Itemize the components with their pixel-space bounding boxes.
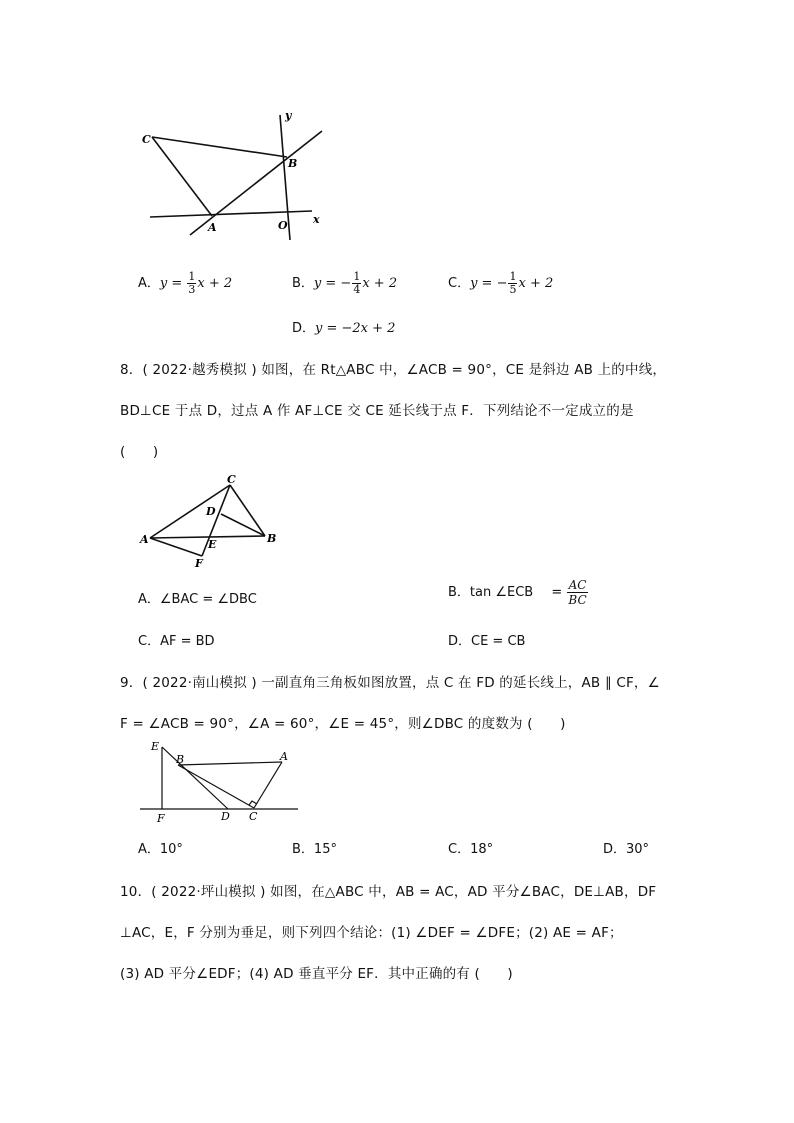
q8-line-2: BD⊥CE 于点 D，过点 A 作 AF⊥CE 交 CE 延长线于点 F．下列结论不一定成立的是 (120, 403, 634, 419)
fig7-label-A: A (208, 221, 217, 234)
fig9-label-B: B (176, 753, 185, 766)
segment-CA (152, 137, 212, 216)
segment-AC (254, 762, 282, 808)
q7-option-c: C．y = − $\frac{1}{5}$ x + 2 (448, 270, 554, 296)
q10-line-2: ⊥AC，E，F 分别为垂足，则下列四个结论：(1) ∠DEF = ∠DFE；(2) AE = AF； (120, 925, 623, 941)
fig7-label-B: B (288, 157, 298, 170)
fraction: $\frac{AC}{BC}$ (568, 578, 587, 607)
fig8-label-C: C (227, 473, 236, 486)
q9-option-d: D．30° (603, 842, 650, 857)
q9-option-c: C．18° (448, 842, 494, 857)
line-AB (190, 131, 322, 235)
fig8-label-D: D (206, 505, 216, 518)
q9-option-b: B．15° (292, 842, 337, 857)
q8-option-b: B．tan ∠ECB = $\frac{AC}{BC}$ (448, 578, 587, 607)
q7-option-a: A．y = $\frac{1}{3}$ x + 2 (138, 270, 233, 296)
q8-line-3: ( ) (120, 444, 159, 460)
fraction: $\frac{1}{4}$ (353, 270, 361, 296)
segment-ED (162, 747, 228, 809)
fig7-label-y: y (285, 109, 292, 122)
q7-option-d: D．y = −2x + 2 (292, 321, 396, 336)
segment-CB (230, 485, 265, 536)
fig8-label-F: F (195, 557, 203, 570)
fig8-label-E: E (208, 538, 217, 551)
q7-option-b: B．y = − $\frac{1}{4}$ x + 2 (292, 270, 398, 296)
fig9-label-D: D (221, 810, 230, 823)
fraction: $\frac{1}{5}$ (509, 270, 517, 296)
q9-line-2: F = ∠ACB = 90°，∠A = 60°，∠E = 45°，则∠DBC 的度数为 ( ) (120, 716, 566, 732)
fig9-label-A: A (280, 750, 288, 763)
q8-option-c: C．AF = BD (138, 634, 215, 649)
segment-BA (178, 762, 282, 765)
fig8-label-B: B (267, 532, 277, 545)
q9-line-1: 9．( 2022·南山模拟 ) 一副直角三角板如图放置，点 C 在 FD 的延长线上，AB ∥ CF，∠ (120, 675, 660, 691)
q8-figure (135, 470, 285, 570)
q7-figure (130, 105, 340, 245)
q8-option-d: D．CE = CB (448, 634, 526, 649)
q10-line-3: (3) AD 平分∠EDF；(4) AD 垂直平分 EF．其中正确的有 ( ) (120, 966, 513, 982)
fig7-label-C: C (142, 133, 151, 146)
fig9-label-E: E (151, 740, 160, 753)
q8-line-1: 8．( 2022·越秀模拟 ) 如图，在 Rt△ABC 中，∠ACB = 90°，CE 是斜边 AB 上的中线， (120, 362, 667, 378)
fig9-label-C: C (249, 810, 258, 823)
q9-option-a: A．10° (138, 842, 183, 857)
segment-CB (152, 137, 287, 157)
q9-figure (138, 740, 303, 825)
q8-option-a: A．∠BAC = ∠DBC (138, 592, 257, 607)
segment-AF (150, 538, 202, 556)
segment-BC (178, 765, 254, 808)
fraction: $\frac{1}{3}$ (188, 270, 196, 296)
q10-line-1: 10．( 2022·坪山模拟 ) 如图，在△ABC 中，AB = AC，AD 平分∠BAC，DE⊥AB，DF (120, 884, 657, 900)
fig7-label-O: O (278, 219, 288, 232)
segment-AC (150, 485, 230, 538)
fig8-label-A: A (140, 533, 149, 546)
fig9-label-F: F (157, 812, 165, 825)
fig7-label-x: x (313, 213, 320, 226)
